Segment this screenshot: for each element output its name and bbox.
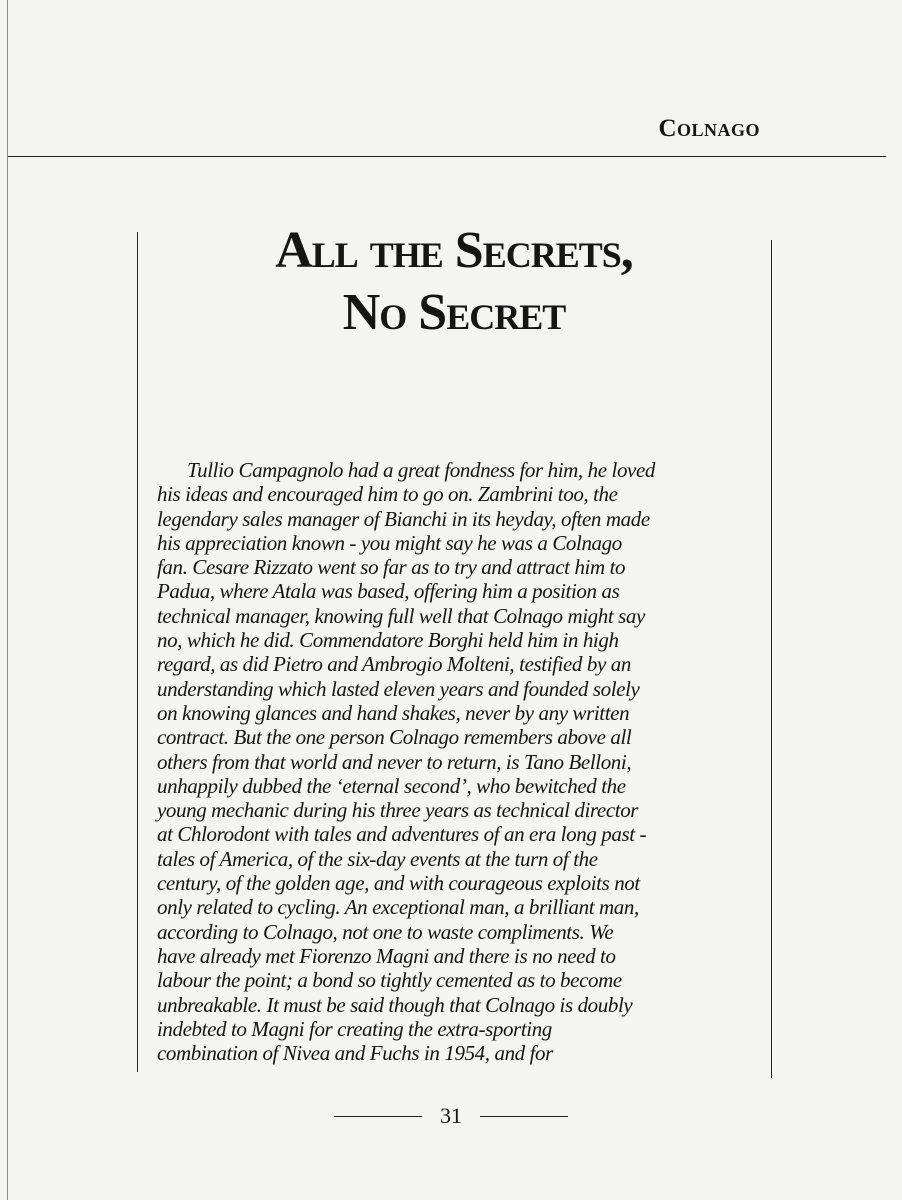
text-line: unhappily dubbed the ‘eternal second’, who bewitched the [157,773,626,798]
text-line: tales of America, of the six-day events at the turn of the [157,846,598,871]
header-rule [8,156,886,157]
frame-right-rule [771,240,772,1078]
page-edge [7,0,8,1200]
text-line: Padua, where Atala was based, offering him a position as [157,579,620,604]
text-line: young mechanic during his three years as technical director [157,798,639,823]
text-line: combination of Nivea and Fuchs in 1954, and for [157,1041,553,1066]
page-number: 31 [440,1103,462,1128]
text-line: Tullio Campagnolo had a great fondness for him, he loved [187,458,655,482]
folio-rule-left [334,1116,422,1117]
body-paragraph [157,458,757,1065]
chapter-title [137,220,771,344]
text-line: contract. But the one person Colnago remembers above all [157,725,632,750]
text-line: according to Colnago, not one to waste compliments. We [157,919,614,944]
text-line: on knowing glances and hand shakes, never by any written [157,700,630,725]
text-line: unbreakable. It must be said though that Colnago is doubly [157,992,633,1017]
text-line: have already met Fiorenzo Magni and there is no need to [157,943,616,968]
text-line: no, which he did. Commendatore Borghi held him in high [157,628,619,653]
chapter-title-line-1: All the Secrets, [275,222,633,279]
text-line: only related to cycling. An exceptional man, a brilliant man, [157,895,639,920]
text-line: others from that world and never to return, is Tano Belloni, [157,749,632,774]
frame-left-rule [137,232,138,1072]
text-line: at Chlorodont with tales and adventures of an era long past - [157,822,647,847]
text-line: technical manager, knowing full well that Colnago might say [157,603,645,628]
page-footer [331,1100,571,1132]
text-line: century, of the golden age, and with courageous exploits not [157,871,640,896]
text-line: fan. Cesare Rizzato went so far as to try and attract him to [157,555,626,580]
text-line: labour the point; a bond so tightly cemented as to become [157,968,622,993]
chapter-title-line-2: No Secret [342,284,566,341]
running-head: Colnago [658,115,760,142]
folio-rule-right [480,1116,568,1117]
text-line: understanding which lasted eleven years and founded solely [157,676,640,701]
text-line: regard, as did Pietro and Ambrogio Molteni, testified by an [157,652,631,677]
text-line: legendary sales manager of Bianchi in its heyday, often made [157,506,650,531]
text-line: indebted to Magni for creating the extra-sporting [157,1016,552,1041]
text-line: his ideas and encouraged him to go on. Zambrini too, the [157,482,618,507]
text-line: his appreciation known - you might say he was a Colnago [157,530,622,555]
